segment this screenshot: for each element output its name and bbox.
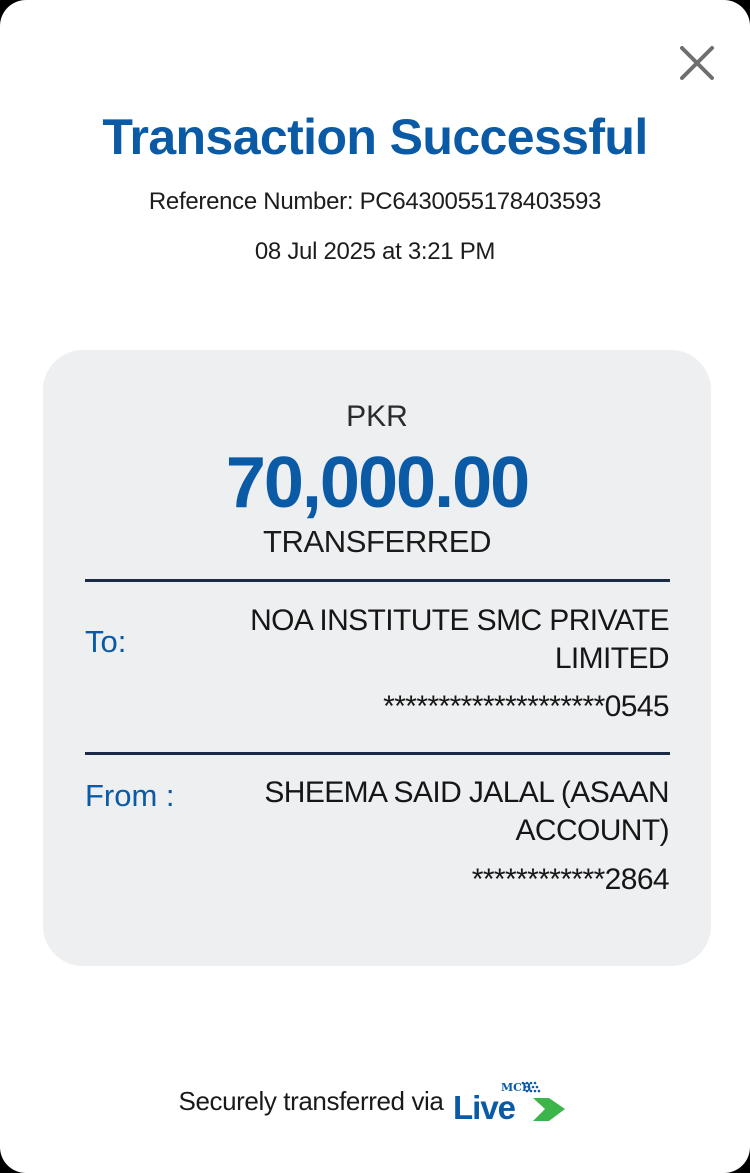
divider: [85, 579, 670, 582]
footer: [0, 1078, 750, 1124]
footer-text: Securely transferred via: [178, 1085, 444, 1116]
logo-brand-text: MCB: [501, 1081, 532, 1094]
page-title: Transaction Successful: [102, 109, 648, 165]
divider: [85, 752, 670, 755]
transaction-datetime: 08 Jul 2025 at 3:21 PM: [254, 238, 496, 265]
transfer-details-card: [43, 350, 711, 966]
transfer-amount: 70,000.00: [225, 443, 529, 523]
close-icon: [674, 40, 720, 86]
mcb-live-logo-icon: [453, 1078, 571, 1124]
logo-word-text: Live: [453, 1089, 516, 1124]
currency-label: PKR: [346, 400, 408, 433]
transfer-status: TRANSFERRED: [262, 524, 492, 559]
recipient-account-number: ********************0545: [383, 690, 669, 723]
from-label: From :: [85, 778, 175, 813]
reference-number: Reference Number: PC6430055178403593: [148, 188, 602, 215]
sender-name: SHEEMA SAID JALAL (ASAAN ACCOUNT): [264, 776, 669, 847]
recipient-name: NOA INSTITUTE SMC PRIVATE LIMITED: [250, 604, 669, 675]
sender-account-number: ************2864: [471, 863, 669, 896]
close-button[interactable]: [674, 40, 720, 86]
to-label: To:: [85, 624, 127, 659]
